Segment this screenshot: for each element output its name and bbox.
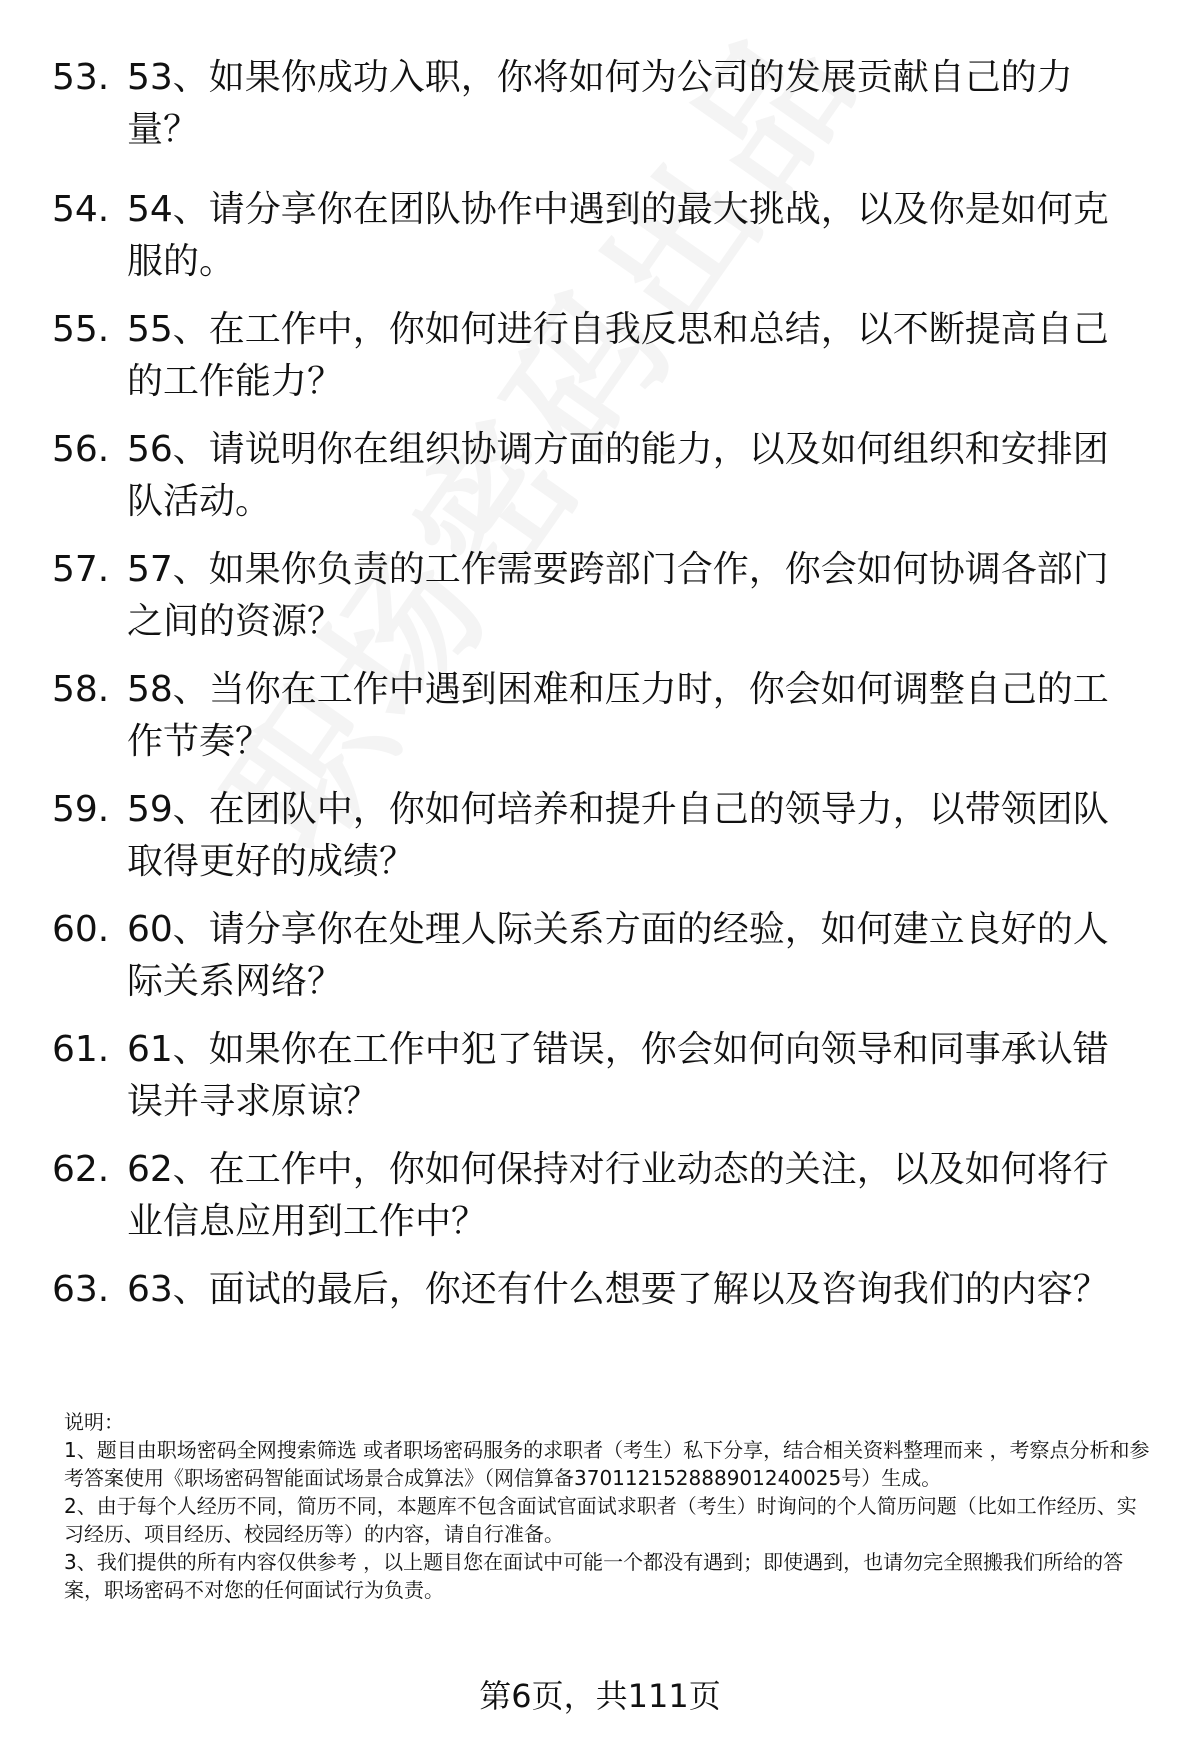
- question-number: 59.: [52, 789, 110, 830]
- question-number: 53.: [52, 57, 110, 98]
- question-item: [52, 784, 1152, 888]
- question-text: 54、请分享你在团队协作中遇到的最大挑战，以及你是如何克服的。: [127, 189, 1109, 282]
- question-number: 62.: [52, 1149, 110, 1190]
- question-list: [52, 52, 1152, 1316]
- question-text: 59、在团队中，你如何培养和提升自己的领导力，以带领团队取得更好的成绩？: [127, 789, 1109, 882]
- question-number: 61.: [52, 1029, 110, 1070]
- question-text: 53、如果你成功入职，你将如何为公司的发展贡献自己的力量？: [127, 57, 1073, 150]
- question-number: 60.: [52, 909, 110, 950]
- note-item: 3、我们提供的所有内容仅供参考 ，以上题目您在面试中可能一个都没有遇到；即使遇到，也请勿完全照搬我们所给的答案，职场密码不对您的任何面试行为负责。: [64, 1550, 1124, 1602]
- question-text: 62、在工作中，你如何保持对行业动态的关注，以及如何将行业信息应用到工作中？: [127, 1149, 1109, 1242]
- question-item: [52, 184, 1152, 288]
- question-number: 58.: [52, 669, 110, 710]
- question-number: 63.: [52, 1269, 110, 1310]
- note-item: 1、题目由职场密码全网搜索筛选 或者职场密码服务的求职者（考生）私下分享，结合相关资料整理而来 ，考察点分析和参考答案使用《职场密码智能面试场景合成算法》（网信算备370112152888901240025号）生成。: [64, 1438, 1150, 1490]
- note-heading: 说明：: [64, 1410, 124, 1434]
- question-text: 63、面试的最后，你还有什么想要了解以及咨询我们的内容？: [127, 1269, 1109, 1310]
- question-item: [52, 664, 1152, 768]
- question-text: 58、当你在工作中遇到困难和压力时，你会如何调整自己的工作节奏？: [127, 669, 1109, 762]
- question-item: [52, 424, 1152, 528]
- page-number: 第6页，共111页: [479, 1677, 721, 1715]
- question-item: [52, 52, 1152, 150]
- note-item: 2、由于每个人经历不同，简历不同，本题库不包含面试官面试求职者（考生）时询问的个人简历问题（比如工作经历、实习经历、项目经历、校园经历等）的内容，请自行准备。: [64, 1494, 1137, 1546]
- question-item: [52, 544, 1152, 648]
- question-number: 54.: [52, 189, 110, 230]
- question-item: [52, 1264, 1152, 1316]
- disclaimer-note: [64, 1408, 1154, 1604]
- question-item: [52, 304, 1152, 408]
- question-number: 55.: [52, 309, 110, 350]
- question-text: 57、如果你负责的工作需要跨部门合作，你会如何协调各部门之间的资源？: [127, 549, 1109, 642]
- question-text: 61、如果你在工作中犯了错误，你会如何向领导和同事承认错误并寻求原谅？: [127, 1029, 1109, 1122]
- question-number: 56.: [52, 429, 110, 470]
- question-text: 60、请分享你在处理人际关系方面的经验，如何建立良好的人际关系网络？: [127, 909, 1109, 1002]
- question-text: 56、请说明你在组织协调方面的能力，以及如何组织和安排团队活动。: [127, 429, 1109, 522]
- question-number: 57.: [52, 549, 110, 590]
- question-item: [52, 1024, 1152, 1128]
- question-item: [52, 904, 1152, 1008]
- question-item: [52, 1144, 1152, 1248]
- question-text: 55、在工作中，你如何进行自我反思和总结，以不断提高自己的工作能力？: [127, 309, 1109, 402]
